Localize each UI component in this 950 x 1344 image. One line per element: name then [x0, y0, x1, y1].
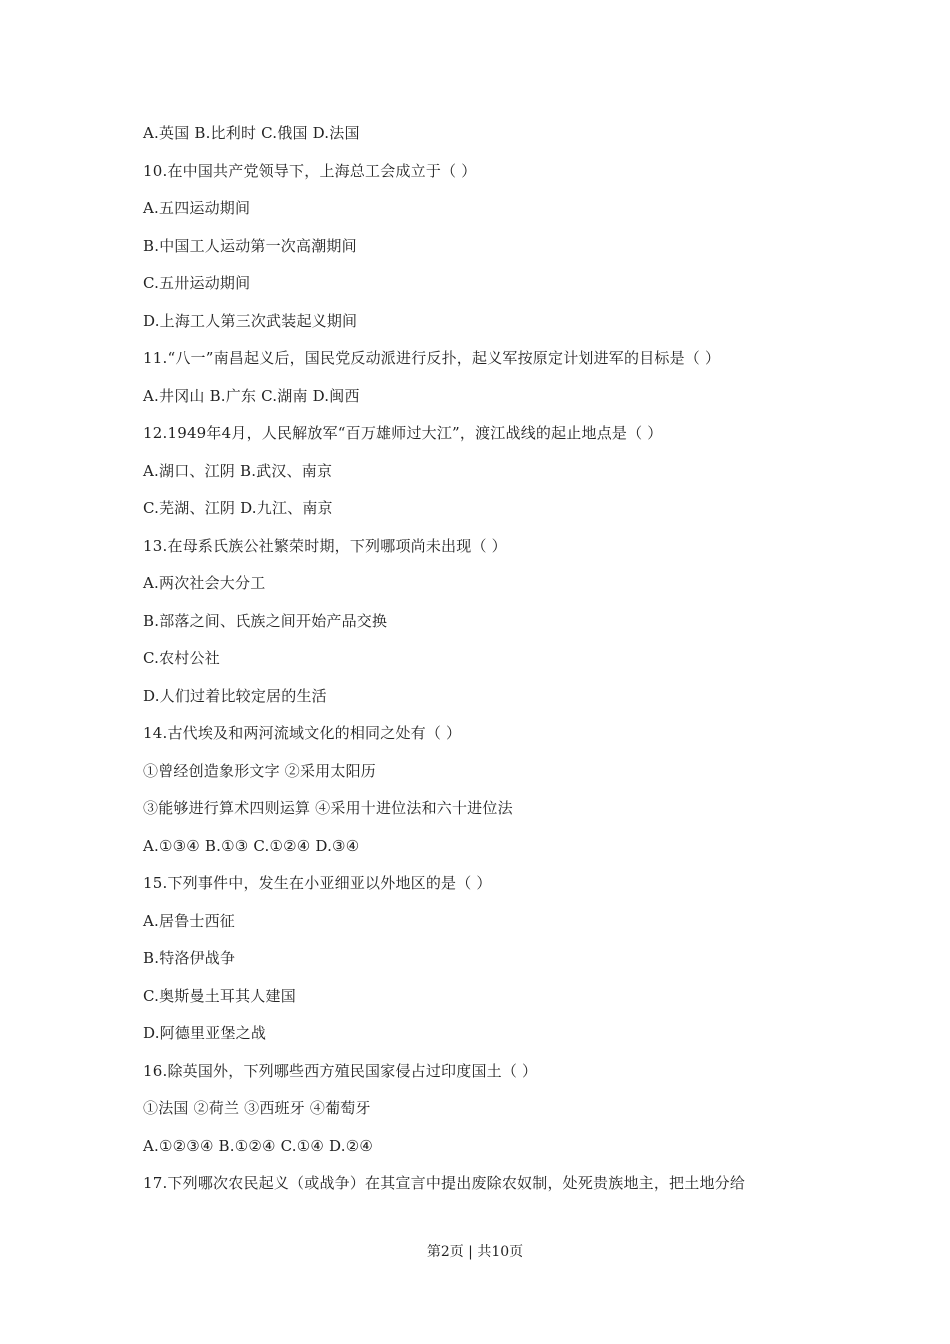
question-17-stem: 17.下列哪次农民起义（或战争）在其宣言中提出废除农奴制，处死贵族地主，把土地分给	[143, 1174, 746, 1192]
text-line: A.五四运动期间	[143, 199, 251, 217]
question-15-stem: 15.下列事件中，发生在小亚细亚以外地区的是（ ）	[143, 874, 492, 892]
question-13-stem: 13.在母系氏族公社繁荣时期，下列哪项尚未出现（ ）	[143, 536, 507, 555]
text-line: A.①②③④ B.①②④ C.①④ D.②④	[143, 1136, 373, 1155]
page-footer: 第2页 | 共10页	[426, 1244, 524, 1260]
text-line: A.居鲁士西征	[143, 911, 236, 930]
question-12-stem: 12.1949年4月，人民解放军“百万雄师过大江”，渡江战线的起止地点是（ ）	[143, 424, 663, 442]
text-line: B.特洛伊战争	[143, 949, 236, 967]
text-line: ①法国 ②荷兰 ③西班牙 ④葡萄牙	[143, 1099, 371, 1117]
text-line: B.部落之间、氏族之间开始产品交换	[143, 611, 388, 630]
text-line: C.奥斯曼土耳其人建国	[143, 986, 296, 1005]
text-line: D.阿德里亚堡之战	[143, 1024, 267, 1042]
text-line: ③能够进行算术四则运算 ④采用十进位法和六十进位法	[143, 799, 513, 817]
text-line: C.芜湖、江阴 D.九江、南京	[143, 499, 333, 517]
question-10-stem: 10.在中国共产党领导下，上海总工会成立于（ ）	[143, 161, 477, 180]
text-line: D.上海工人第三次武装起义期间	[143, 311, 358, 330]
text-line: B.中国工人运动第一次高潮期间	[143, 236, 357, 255]
text-line: A.井冈山 B.广东 C.湖南 D.闽西	[143, 386, 360, 405]
text-line: D.人们过着比较定居的生活	[143, 686, 327, 705]
text-line: A.两次社会大分工	[143, 574, 266, 592]
text-line: ①曾经创造象形文字 ②采用太阳历	[143, 761, 376, 780]
text-line: A.英国 B.比利时 C.俄国 D.法国	[143, 124, 360, 142]
question-14-stem: 14.古代埃及和两河流域文化的相同之处有（ ）	[143, 724, 462, 742]
question-11-stem: 11.“八一”南昌起义后，国民党反动派进行反扑，起义军按原定计划进军的目标是（ ）	[143, 349, 721, 367]
text-line: A.①③④ B.①③ C.①②④ D.③④	[143, 836, 360, 855]
question-16-stem: 16.除英国外，下列哪些西方殖民国家侵占过印度国土（ ）	[143, 1061, 538, 1080]
text-line: C.五卅运动期间	[143, 274, 251, 292]
text-line: C.农村公社	[143, 649, 220, 667]
question-text-block	[143, 120, 823, 1208]
text-line: A.湖口、江阴 B.武汉、南京	[143, 461, 333, 480]
